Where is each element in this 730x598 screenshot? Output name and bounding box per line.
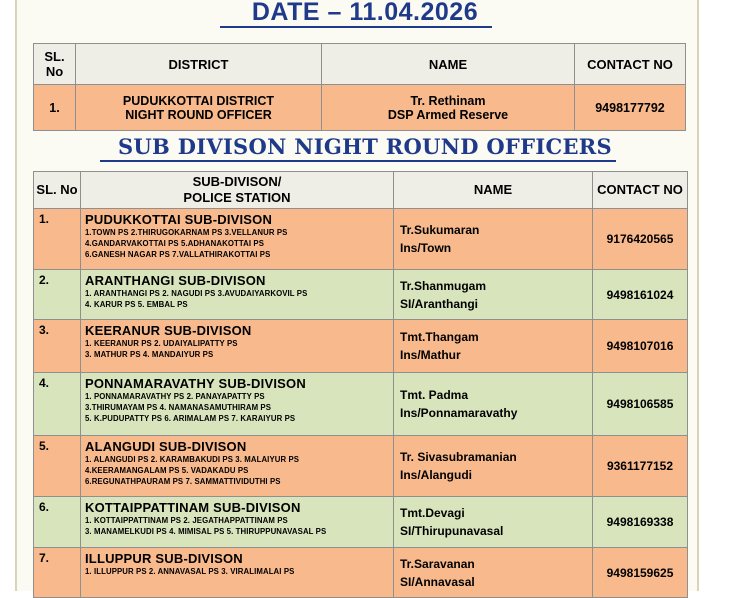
officer-cell bbox=[394, 270, 593, 320]
station-line: 1. KEERANUR PS 2. UDAIYALIPATTY PS bbox=[85, 339, 238, 348]
subdivision-header-row bbox=[34, 172, 688, 209]
officer-rank: SI/Thirupunavasal bbox=[400, 524, 504, 538]
station-line: 4.GANDARVAKOTTAI PS 5.ADHANAKOTTAI PS bbox=[85, 239, 264, 248]
row-sl: 3. bbox=[34, 320, 81, 373]
officer-cell bbox=[394, 497, 593, 548]
division-cell bbox=[81, 497, 394, 548]
sl-header-text: SL. No bbox=[44, 49, 65, 79]
contact-number: 9498161024 bbox=[593, 270, 688, 320]
division-name: ALANGUDI SUB-DIVISON bbox=[85, 439, 247, 454]
division-cell bbox=[81, 270, 394, 320]
sub-sl-header-text: SL. No bbox=[36, 182, 78, 197]
district-cell bbox=[76, 85, 322, 131]
district-contact: 9498177792 bbox=[575, 85, 686, 131]
contact-number: 9361177152 bbox=[593, 436, 688, 497]
subdivision-underline bbox=[100, 160, 616, 162]
station-line: 1. KOTTAIPPATTINAM PS 2. JEGATHAPPATTINAM PS bbox=[85, 516, 288, 525]
officer-rank: Ins/Alangudi bbox=[400, 468, 472, 482]
division-name: ARANTHANGI SUB-DIVISON bbox=[85, 273, 266, 288]
col-header-name bbox=[322, 44, 575, 85]
row-sl: 1. bbox=[34, 209, 81, 270]
contact-number: 9498106585 bbox=[593, 373, 688, 436]
subdivision-heading bbox=[0, 134, 730, 159]
officer-cell bbox=[394, 209, 593, 270]
date-underline bbox=[220, 26, 492, 28]
contact-number: 9498169338 bbox=[593, 497, 688, 548]
district-name-cell bbox=[322, 85, 575, 131]
contact-number: 9176420565 bbox=[593, 209, 688, 270]
officer-cell bbox=[394, 548, 593, 598]
officer-name: Tr.Shanmugam bbox=[400, 278, 487, 293]
district-line2: NIGHT ROUND OFFICER bbox=[125, 107, 272, 122]
station-line: 3. MATHUR PS 4. MANDAIYUR PS bbox=[85, 350, 214, 359]
table-row bbox=[34, 497, 688, 548]
row-sl: 2. bbox=[34, 270, 81, 320]
district-officer-rank: DSP Armed Reserve bbox=[387, 107, 509, 122]
division-cell bbox=[81, 373, 394, 436]
officer-rank: SI/Aranthangi bbox=[400, 296, 479, 311]
station-line: 4.KEERAMANGALAM PS 5. VADAKADU PS bbox=[85, 466, 249, 475]
col-header-sl bbox=[34, 44, 76, 85]
contact-number: 9498107016 bbox=[593, 320, 688, 373]
date-heading-text: DATE – 11.04.2026 bbox=[251, 0, 479, 26]
division-header-line2: POLICE STATION bbox=[183, 190, 291, 205]
sub-col-header-division bbox=[81, 172, 394, 209]
col-header-contact bbox=[575, 44, 686, 85]
division-cell bbox=[81, 436, 394, 497]
officer-name: Tmt.Thangam bbox=[400, 330, 479, 344]
officer-rank: Ins/Ponnamaravathy bbox=[400, 406, 518, 420]
row-sl: 4. bbox=[34, 373, 81, 436]
officer-name: Tmt. Padma bbox=[400, 388, 469, 402]
station-line: 6.REGUNATHPAURAM PS 7. SAMMATTIVIDUTHI PS bbox=[85, 477, 281, 486]
officer-cell bbox=[394, 373, 593, 436]
officer-rank: Ins/Mathur bbox=[400, 348, 461, 362]
division-name: PONNAMARAVATHY SUB-DIVISON bbox=[85, 376, 306, 391]
col-header-district bbox=[76, 44, 322, 85]
table-row bbox=[34, 320, 688, 373]
officer-cell bbox=[394, 436, 593, 497]
sub-contact-header-text: CONTACT NO bbox=[597, 182, 683, 197]
officer-name: Tr.Saravanan bbox=[400, 556, 475, 571]
station-line: 1. PONNAMARAVATHY PS 2. PANAYAPATTY PS bbox=[85, 392, 265, 401]
division-name: ILLUPPUR SUB-DIVISON bbox=[85, 551, 243, 566]
row-sl: 6. bbox=[34, 497, 81, 548]
contact-number: 9498159625 bbox=[593, 548, 688, 598]
subdivision-officer-table bbox=[33, 171, 688, 598]
division-name: PUDUKKOTTAI SUB-DIVISON bbox=[85, 212, 273, 227]
table-row bbox=[34, 209, 688, 270]
table-row bbox=[34, 436, 688, 497]
station-line: 1. ALANGUDI PS 2. KARAMBAKUDI PS 3. MALAIYUR PS bbox=[85, 455, 300, 464]
station-line: 1. ILLUPPUR PS 2. ANNAVASAL PS 3. VIRALIMALAI PS bbox=[85, 567, 295, 576]
officer-name: Tr.Sukumaran bbox=[400, 223, 480, 237]
district-row bbox=[34, 85, 686, 131]
date-heading bbox=[0, 0, 730, 27]
sub-col-header-name bbox=[394, 172, 593, 209]
division-cell bbox=[81, 320, 394, 373]
division-name: KEERANUR SUB-DIVISON bbox=[85, 323, 252, 338]
station-line: 6.GANESH NAGAR PS 7.VALLATHIRAKOTTAI PS bbox=[85, 250, 271, 259]
row-sl: 7. bbox=[34, 548, 81, 598]
officer-name: Tr. Sivasubramanian bbox=[400, 450, 517, 464]
division-cell bbox=[81, 548, 394, 598]
name-header-text: NAME bbox=[428, 56, 468, 72]
station-line: 5. K.PUDUPATTY PS 6. ARIMALAM PS 7. KARAIYUR PS bbox=[85, 414, 296, 423]
officer-rank: Ins/Town bbox=[400, 241, 452, 255]
table-row bbox=[34, 270, 688, 320]
station-line: 4. KARUR PS 5. EMBAL PS bbox=[85, 300, 188, 309]
table-row bbox=[34, 548, 688, 598]
sub-col-header-contact bbox=[593, 172, 688, 209]
table-row bbox=[34, 373, 688, 436]
district-officer-name: Tr. Rethinam bbox=[410, 93, 486, 108]
district-line1: PUDUKKOTTAI DISTRICT bbox=[122, 93, 275, 108]
sub-name-header-text: NAME bbox=[473, 182, 513, 197]
contact-header-text: CONTACT NO bbox=[587, 56, 673, 72]
officer-cell bbox=[394, 320, 593, 373]
officer-rank: SI/Annavasal bbox=[400, 574, 475, 589]
division-name: KOTTAIPPATTINAM SUB-DIVISON bbox=[85, 500, 301, 515]
division-header-line1: SUB-DIVISON/ bbox=[192, 174, 282, 189]
station-line: 3.THIRUMAYAM PS 4. NAMANASAMUTHIRAM PS bbox=[85, 403, 272, 412]
division-cell bbox=[81, 209, 394, 270]
subdivision-heading-text: SUB DIVISON NIGHT ROUND OFFICERS bbox=[117, 134, 613, 159]
station-line: 3. MANAMELKUDI PS 4. MIMISAL PS 5. THIRUPPUNAVASAL PS bbox=[85, 527, 327, 536]
station-line: 1.TOWN PS 2.THIRUGOKARNAM PS 3.VELLANUR PS bbox=[85, 228, 288, 237]
district-sl: 1. bbox=[34, 85, 76, 131]
district-header-text: DISTRICT bbox=[168, 56, 229, 72]
sub-col-header-sl bbox=[34, 172, 81, 209]
district-header-row bbox=[34, 44, 686, 85]
officer-name: Tmt.Devagi bbox=[400, 506, 465, 520]
district-officer-table bbox=[33, 43, 686, 131]
row-sl: 5. bbox=[34, 436, 81, 497]
station-line: 1. ARANTHANGI PS 2. NAGUDI PS 3.AVUDAIYARKOVIL PS bbox=[85, 289, 308, 298]
